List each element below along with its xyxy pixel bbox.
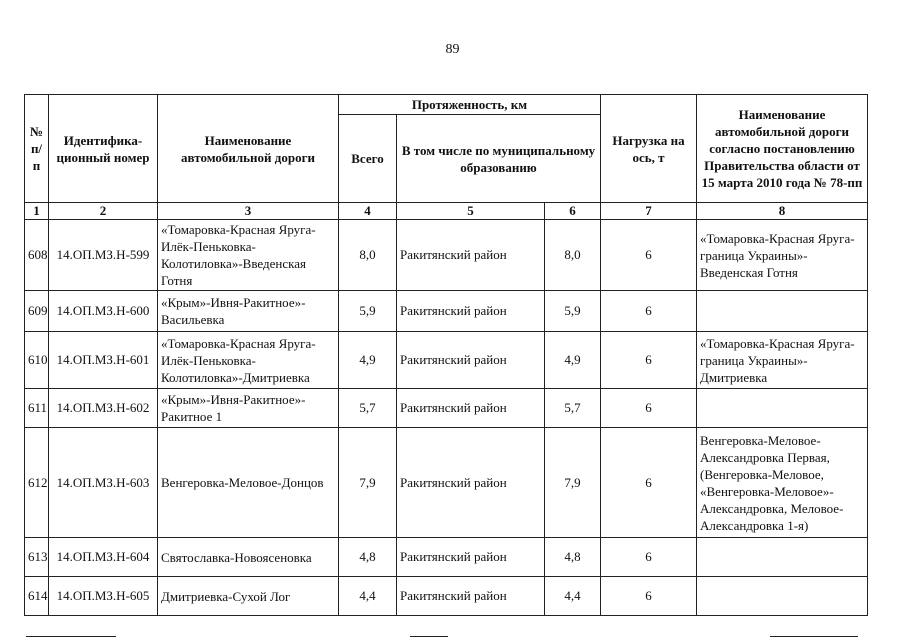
row-km: 4,4 (545, 577, 601, 616)
header-num: № п/п (25, 95, 49, 203)
row-district: Ракитянский район (397, 538, 545, 577)
row-decree (697, 291, 868, 332)
row-road-name: «Крым»-Ивня-Ракитное»-Ракитное 1 (158, 389, 339, 428)
row-total: 7,9 (339, 428, 397, 538)
row-load: 6 (601, 428, 697, 538)
table-row (25, 332, 868, 389)
row-road-name: Дмитриевка-Сухой Лог (158, 577, 339, 616)
header-load: Нагрузка на ось, т (601, 95, 697, 203)
row-decree: «Томаровка-Красная Яруга-граница Украины»-Дмитриевка (697, 332, 868, 389)
column-number-row (25, 203, 868, 220)
row-district: Ракитянский район (397, 291, 545, 332)
row-load: 6 (601, 389, 697, 428)
row-load: 6 (601, 291, 697, 332)
row-id: 14.ОП.МЗ.Н-605 (49, 577, 158, 616)
row-load: 6 (601, 577, 697, 616)
row-total: 5,7 (339, 389, 397, 428)
table-row (25, 577, 868, 616)
row-decree: Венгеровка-Меловое-Александровка Первая, (Венгеровка-Меловое, «Венгеровка-Меловое»-Александровка, Меловое-Александровка 1-я) (697, 428, 868, 538)
row-road-name: Венгеровка-Меловое-Донцов (158, 428, 339, 538)
header-id: Идентифика-ционный номер (49, 95, 158, 203)
table-row (25, 428, 868, 538)
row-total: 4,4 (339, 577, 397, 616)
row-num: 609 (25, 291, 49, 332)
row-id: 14.ОП.МЗ.Н-603 (49, 428, 158, 538)
column-number: 3 (158, 203, 339, 220)
row-num: 612 (25, 428, 49, 538)
row-num: 611 (25, 389, 49, 428)
header-decree-name: Наименование автомобильной дороги согласно постановлению Правительства области от 15 марта 2010 года № 78-пп (697, 95, 868, 203)
row-id: 14.ОП.МЗ.Н-601 (49, 332, 158, 389)
table-row (25, 538, 868, 577)
header-road-name: Наименование автомобильной дороги (158, 95, 339, 203)
column-number: 1 (25, 203, 49, 220)
row-load: 6 (601, 538, 697, 577)
table-row (25, 291, 868, 332)
header-length-group: Протяженность, км (339, 95, 601, 115)
column-number: 4 (339, 203, 397, 220)
header-total: Всего (339, 115, 397, 203)
row-district: Ракитянский район (397, 332, 545, 389)
header-municipal: В том числе по муниципальному образованию (397, 115, 601, 203)
row-id: 14.ОП.МЗ.Н-604 (49, 538, 158, 577)
row-km: 5,9 (545, 291, 601, 332)
row-km: 7,9 (545, 428, 601, 538)
row-id: 14.ОП.МЗ.Н-600 (49, 291, 158, 332)
row-num: 613 (25, 538, 49, 577)
row-total: 8,0 (339, 220, 397, 291)
roads-table (24, 94, 868, 616)
table-row (25, 389, 868, 428)
row-road-name: «Крым»-Ивня-Ракитное»-Васильевка (158, 291, 339, 332)
column-number: 5 (397, 203, 545, 220)
row-district: Ракитянский район (397, 577, 545, 616)
row-total: 4,9 (339, 332, 397, 389)
row-decree: «Томаровка-Красная Яруга-граница Украины»-Введенская Готня (697, 220, 868, 291)
column-number: 7 (601, 203, 697, 220)
row-decree (697, 538, 868, 577)
table-row (25, 220, 868, 291)
row-load: 6 (601, 220, 697, 291)
row-num: 608 (25, 220, 49, 291)
row-district: Ракитянский район (397, 389, 545, 428)
row-decree (697, 577, 868, 616)
row-district: Ракитянский район (397, 428, 545, 538)
bottom-divider (410, 636, 448, 637)
row-num: 614 (25, 577, 49, 616)
row-decree (697, 389, 868, 428)
row-km: 4,8 (545, 538, 601, 577)
row-id: 14.ОП.МЗ.Н-602 (49, 389, 158, 428)
column-number: 8 (697, 203, 868, 220)
bottom-divider (770, 636, 858, 637)
row-load: 6 (601, 332, 697, 389)
row-km: 8,0 (545, 220, 601, 291)
bottom-divider (26, 636, 116, 637)
row-total: 5,9 (339, 291, 397, 332)
column-number: 2 (49, 203, 158, 220)
row-road-name: «Томаровка-Красная Яруга-Илёк-Пеньковка-Колотиловка»-Введенская Готня (158, 220, 339, 291)
row-road-name: «Томаровка-Красная Яруга-Илёк-Пеньковка-Колотиловка»-Дмитриевка (158, 332, 339, 389)
row-district: Ракитянский район (397, 220, 545, 291)
row-road-name: Святославка-Новоясеновка (158, 538, 339, 577)
page-number: 89 (445, 42, 460, 57)
row-total: 4,8 (339, 538, 397, 577)
row-num: 610 (25, 332, 49, 389)
row-id: 14.ОП.МЗ.Н-599 (49, 220, 158, 291)
column-number: 6 (545, 203, 601, 220)
row-km: 5,7 (545, 389, 601, 428)
row-km: 4,9 (545, 332, 601, 389)
